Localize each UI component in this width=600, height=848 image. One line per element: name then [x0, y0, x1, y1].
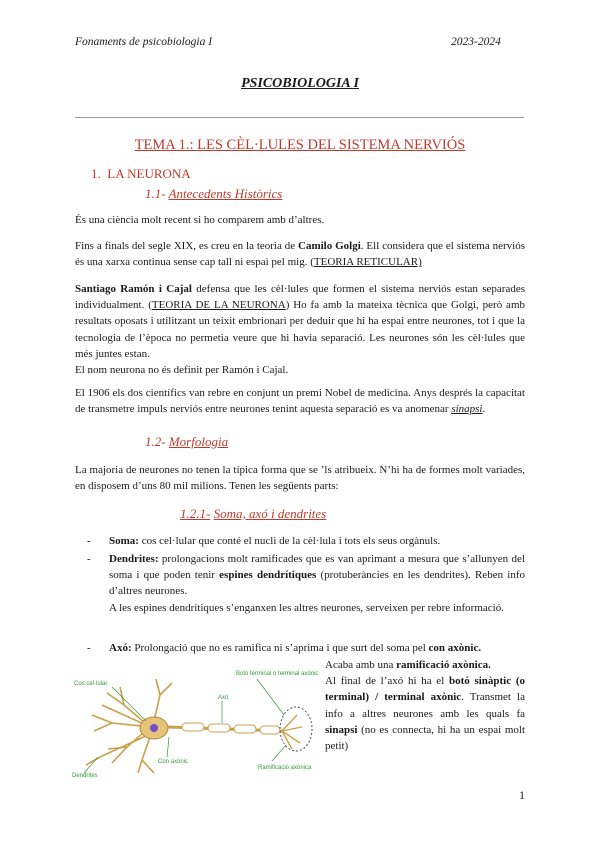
text-run: . Ell considera que el sistema nerviós és una xarxa continua sense cap tall ni espai pel mig. (: [75, 240, 526, 269]
theory-reticular: TEORIA RETICULAR): [313, 256, 422, 269]
label-axo: Axó: [218, 695, 229, 701]
name-cajal: Santiago Ramón i Cajal: [75, 283, 192, 295]
text-run: Acaba amb una: [325, 659, 397, 671]
document-title: PSICOBIOLOGIA I: [241, 76, 359, 91]
text-run: Al final de l’axó hi ha el: [325, 675, 449, 688]
label-dendrites: Dendrites: [72, 773, 98, 779]
name-golgi: Camilo Golgi: [298, 240, 361, 252]
paragraph-cajal: [75, 281, 525, 378]
term-ramificacio: ramificació axònica.: [396, 659, 491, 671]
text-run: (no es connecta, hi ha un espai molt petit): [325, 723, 525, 753]
paragraph-golgi: [75, 238, 525, 270]
neuron-diagram: [72, 665, 320, 780]
subsection-number: 1.2-: [145, 434, 166, 449]
term-sinapsi-bold: sinapsi: [325, 723, 358, 736]
text-run: defensa que les cèl·lules que formen el sistema nerviós estan separades individualment. (: [75, 283, 525, 312]
theory-neuron: TEORIA DE LA NEURONA: [151, 299, 286, 312]
section-number: 1.: [91, 166, 101, 181]
axon-description: [325, 657, 525, 754]
paragraph-morphology: La majoria de neurones no tenen la típica forma que se ’ls atribueix. N’hi ha de formes molt variades, en disposem d’uns 80 mil milions. Tenen les següents parts:: [75, 464, 525, 493]
page-number: 1: [519, 788, 525, 802]
term-sinapsi: sinapsi: [451, 403, 483, 416]
header-year: 2023-2024: [451, 36, 501, 48]
list-item-dendrites: [87, 551, 525, 616]
text-run: El nom neurona no és definit per Ramón i Cajal.: [75, 364, 289, 377]
bullet-dash: -: [87, 642, 91, 654]
text-run: Prolongació que no es ramifica ni s’aprima i que surt del soma pel: [131, 642, 429, 654]
tema-title: TEMA 1.: LES CÈL·LULES DEL SISTEMA NERVIÓS: [134, 137, 466, 153]
term-dendrites: Dendrites:: [109, 553, 159, 565]
term-axo: Axó:: [109, 642, 132, 654]
list-item-axon: [87, 640, 525, 656]
subsection-number: 1.1-: [145, 186, 166, 201]
list-item-soma: [87, 533, 525, 549]
subsection-title: Morfologia: [168, 434, 229, 449]
term-boto: botó sinàptic (o terminal) / terminal axònic: [325, 675, 525, 704]
text-run: ) Ho fa amb la mateixa tècnica que Golgi, però amb resultats oposats i utilitzant un teixit embrionari per deduir que hi ha espai entre neurones, tot i que la tecnologia de l’època no permetia veure que hi havia separació. Les neurones són les cèl·lules que més juntes estan.: [75, 299, 526, 360]
title-divider: [75, 117, 524, 118]
text-run: cos cel·lular que conté el nucli de la cèl·lula i tots els seus orgànuls.: [138, 535, 441, 547]
text-run: . Transmet la info a altres neurones amb les quals fa: [325, 691, 525, 720]
subsection-heading-history: [145, 186, 282, 202]
label-con: Con axònic: [158, 759, 189, 765]
subsection-number: 1.2.1-: [180, 506, 211, 521]
subsection-heading-morphology: [145, 434, 228, 450]
text-run: El 1906 els dos científics van rebre en conjunt un premi Nobel de medicina. Anys després la capacitat de transmetre impuls nerviós entre neurones tenint aquesta separació es va anomenar: [75, 387, 525, 416]
text-run: .: [482, 403, 486, 416]
text-run: A les espines dendrítiques s’enganxen les altres neurones, serveixen per rebre informació.: [109, 601, 504, 614]
section-heading: [91, 166, 191, 182]
subsection-title: Antecedents Històrics: [168, 186, 283, 201]
label-boto: Botó terminal o terminal axònic: [236, 671, 319, 677]
bullet-dash: -: [87, 553, 91, 565]
paragraph-intro: És una ciència molt recent si ho comparem amb d’altres.: [75, 214, 325, 226]
text-run: (protuberàncies en les dendrites). Reben info d’altres neurones.: [109, 569, 525, 598]
nucleus-shape: [150, 724, 158, 732]
text-run: Fins a finals del segle XIX, es creu en la teoria de: [75, 240, 299, 252]
paragraph-nobel: [75, 385, 525, 417]
header-course: Fonaments de psicobiologia I: [75, 36, 213, 48]
text-run: prolongacions molt ramificades que es van aprimant a mesura que s’allunyen del soma i que poden tenir: [109, 553, 525, 582]
term-soma: Soma:: [109, 535, 139, 547]
section-title: LA NEURONA: [107, 166, 191, 181]
label-ramif: Ramificació axònica: [258, 765, 312, 771]
label-cos: Cos cel·lular: [74, 681, 108, 687]
subsection-title: Soma, axó i dendrites: [213, 506, 327, 521]
term-con-axonic: con axònic.: [428, 642, 482, 654]
bullet-dash: -: [87, 535, 91, 547]
term-espines: espines dendrítiques: [219, 569, 317, 582]
subsection-heading-parts: [180, 506, 326, 522]
